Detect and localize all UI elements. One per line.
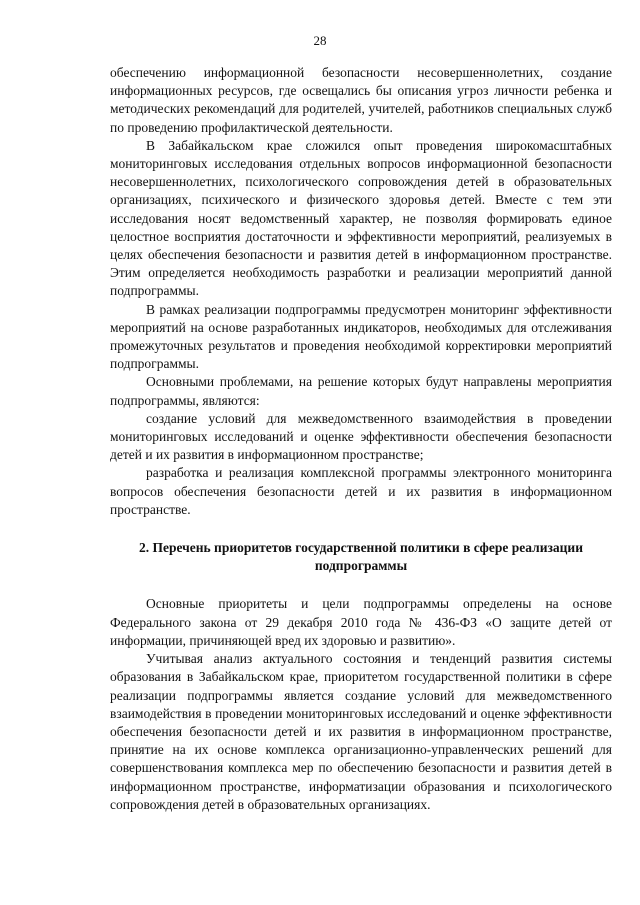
problem-item-2: разработка и реализация комплексной программы электронного мониторинга вопросов обеспечения безопасности детей и их развития в информационном пространстве. (110, 465, 612, 517)
paragraph-1: обеспечению информационной безопасности несовершеннолетних, создание информационных ресурсов, где освещались бы описания угроз личности ребенка и методических рекомендаций для родителей, учителей, работников специальных служб по проведению профилактической деятельности. (110, 65, 612, 135)
paragraph-4: Основными проблемами, на решение которых будут направлены мероприятия подпрограммы, являются: (110, 374, 612, 408)
paragraph-3: В рамках реализации подпрограммы предусмотрен мониторинг эффективности мероприятий на основе разработанных индикаторов, необходимых для отслеживания промежуточных результатов и проведения необходимой корректировки мероприятий подпрограммы. (110, 301, 612, 372)
paragraph-priorities: Основные приоритеты и цели подпрограммы определены на основе Федерального закона от 29 декабря 2010 года № 436-ФЗ «О защите детей от информации, причиняющей вред их здоровью и развитию». (110, 596, 612, 648)
section-heading: 2. Перечень приоритетов государственной политики в сфере реализации подпрограммы (139, 540, 583, 574)
page-content (110, 64, 612, 814)
problem-item-1: создание условий для межведомственного взаимодействия в проведении мониторинговых исследований и оценке эффективности обеспечения безопасности детей и их развития в информационном пространстве; (110, 410, 612, 463)
paragraph-analysis: Учитывая анализ актуального состояния и тенденций развития системы образования в Забайкальском крае, приоритетом государственной политики в сфере реализации подпрограммы является создание условий для межведомственного взаимодействия в проведении мониторинговых исследований и оценке эффективности обеспечения безопасности детей и их развития в информационном пространстве, принятие на их основе комплекса организационно-управленческих решений для совершенствования комплекса мер по обеспечению безопасности и развития детей в информационном пространстве, информатизации образования и психологического сопровождения детей в образовательных организациях. (110, 651, 612, 812)
paragraph-2: В Забайкальском крае сложился опыт проведения широкомасштабных мониторинговых исследования отдельных вопросов информационной безопасности несовершеннолетних, психологического сопровождения детей в образовательных организациях, психического и физического здоровья детей. Вместе с тем эти исследования носят ведомственный характер, не позволяя формировать единое целостное восприятия достаточности и эффективности мероприятий, реализуемых в целях обеспечения безопасности и развития детей в информационном пространстве. Этим определяется необходимость разработки и реализации мероприятий данной подпрограммы. (110, 137, 612, 299)
page-number: 28 (313, 33, 327, 48)
